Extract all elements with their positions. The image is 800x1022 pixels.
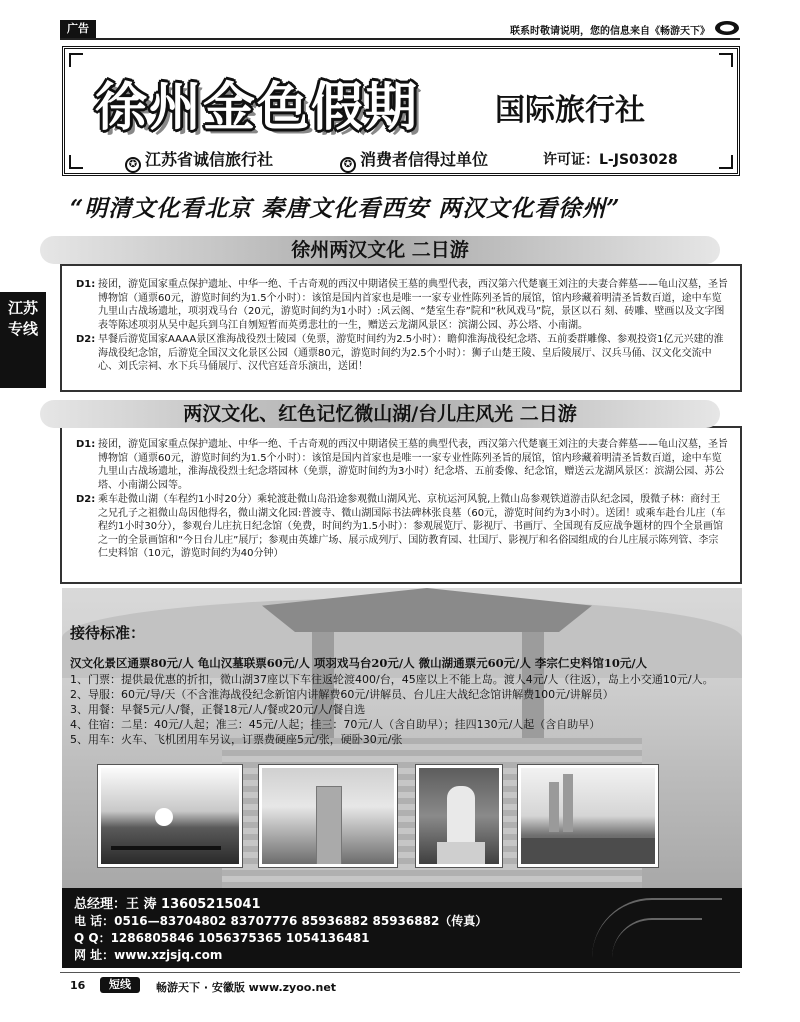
itinerary-day [76, 438, 728, 492]
contact-note: 联系时敬请说明，您的信息来自《畅游天下》 [510, 26, 710, 37]
photo-building [563, 774, 573, 832]
standard-text: 门票：提供最优惠的折扣，微山湖37座以下车往返轮渡400/台，45座以上不能上岛。渡人4元/人（往返），岛上小交通10元/人。 [88, 673, 714, 686]
standard-item [70, 717, 740, 732]
photo-city-lake [518, 765, 658, 867]
top-strip [60, 18, 740, 40]
side-section-tab [0, 292, 46, 388]
day-description: 接团，游览国家重点保护遗址、中华一绝、千古奇观的西汉中期诸侯王墓的典型代表，西汉第六代楚襄王刘注的夫妻合葬墓——龟山汉墓，圣旨博物馆（通票60元，游览时间约为1.5个小时）：该馆是国内首家也是唯一一家专业性陈列圣旨的展馆，馆内珍藏着明清圣旨数百道，途中车览九里山古战场遗址，淮海战役烈士纪念塔园林（免票，游览时间约为3小时）纪念塔、五前委像、纪念馆，赠送云龙湖风景区：滨湖公园、苏公塔、小南湖公园等。 [98, 439, 728, 491]
frame-corner [719, 53, 733, 67]
day-description: 乘车赴微山湖（车程约1小时20分）乘轮渡赴微山岛沿途参观微山湖风光、京杭运河风貌,上微山岛参观铁道游击队纪念园，殷微子林：商纣王之兄孔子之祖微山岛因他得名，微山湖文化园:普渡寺、微山湖国际书法碑林张良墓（60元，游览时间约为3小时）。送团！或乘车赴台儿庄（车程约1小时30分），参观台儿庄抗日纪念馆（免费，时间约为1.5小时）：参观展览厅、影视厅、书画厅、全国现有反应战争题材的四个全景画馆之一的全景画馆和“今日台儿庄”展厅；参观由英雄广场、展示成列厅、国防教育园、壮国厅、影视厅和名俗园组成的台儿庄展示陈列管、李宗仁史料馆（10元，游览时间约为40分钟） [98, 494, 726, 559]
credential-text: 消费者信得过单位 [360, 150, 489, 169]
star-badge-icon: ✪ [340, 157, 356, 173]
photo-sun [155, 808, 173, 826]
day-description: 早餐后游览国家AAAA景区淮海战役烈士陵园（免票，游览时间约为2.5小时）：瞻仰淮海战役纪念塔、五前委群雕像、参观投资1亿元兴建的淮海战役纪念馆，后游览全国汉文化景区公园（通票80元，游览时间约为2.5个小时）：狮子山楚王陵、皇后陵展厅、汉兵马俑、汉文化交流中心、刘氏宗祠、水下兵马俑展厅、汉代宫廷音乐演出，送团！ [98, 334, 724, 372]
ticket-prices: 汉文化景区通票80元/人 龟山汉墓联票60元/人 项羽戏马台20元/人 微山湖通票元60元/人 李宗仁史料馆10元/人 [70, 656, 648, 670]
agency-brand-name: 徐州金色假期 [95, 78, 420, 138]
reception-standards [70, 656, 740, 747]
standard-number: 2、 [70, 688, 88, 701]
itinerary-day [76, 493, 728, 561]
manager-contact: 总经理：王 涛 13605215041 [74, 897, 261, 912]
photo-statue [416, 765, 502, 867]
standard-text: 用餐：早餐5元/人/餐，正餐18元/人/餐或20元/人/餐自选 [88, 703, 366, 716]
tour-itinerary-box [60, 426, 742, 584]
standard-number: 1、 [70, 673, 88, 686]
ad-tag: 广告 [60, 20, 96, 38]
standard-text: 住宿：二星：40元/人起；准三：45元/人起；挂三：70元/人（含自助早）；挂四130元/人起（含自助早） [88, 718, 601, 731]
photo-water [521, 838, 658, 867]
magazine-logo-icon [714, 19, 740, 37]
agency-brand-subtitle: 国际旅行社 [495, 93, 645, 128]
day-label: D1: [76, 439, 96, 450]
credential-text: 江苏省诚信旅行社 [145, 150, 274, 169]
standard-number: 5、 [70, 733, 88, 746]
license-number: 许可证：L-JS03028 [543, 152, 678, 168]
side-tab-line: 专线 [7, 320, 38, 338]
frame-corner [69, 53, 83, 67]
credential-trusted-unit [340, 147, 488, 173]
standard-item [70, 732, 740, 747]
scene-pavilion-roof [262, 588, 592, 632]
itinerary-day [76, 278, 728, 332]
reception-heading: 接待标准： [70, 624, 146, 642]
day-label: D2: [76, 494, 96, 505]
standard-item [70, 687, 740, 702]
tour-title: 徐州两汉文化 二日游 [40, 236, 720, 264]
phone-numbers: 电 话：0516—83704802 83707776 85936882 85936882（传真） [74, 914, 488, 928]
page-footer [60, 972, 740, 996]
side-tab-line: 江苏 [7, 299, 38, 317]
photo-building [549, 782, 559, 832]
photo-statue-figure [447, 786, 475, 846]
standard-number: 4、 [70, 718, 88, 731]
photo-statue-base [437, 842, 485, 864]
itinerary-day [76, 333, 728, 374]
tour-itinerary-box [60, 264, 742, 392]
standard-number: 3、 [70, 703, 88, 716]
frame-corner [69, 155, 83, 169]
frame-corner [719, 155, 733, 169]
photo-monument [316, 786, 342, 866]
qq-numbers: Q Q：1286805846 1056375365 1054136481 [74, 931, 370, 945]
page-number: 16 [70, 979, 86, 992]
photo-lake-sunset [98, 765, 242, 867]
standard-item [70, 702, 740, 717]
section-tag: 短线 [100, 977, 140, 993]
tour-title: 两汉文化、红色记忆微山湖/台儿庄风光 二日游 [40, 400, 720, 428]
website: 网 址：www.xzjsjq.com [74, 948, 223, 962]
star-badge-icon: ✪ [125, 157, 141, 173]
publication-name: 畅游天下 · 安徽版 www.zyoo.net [156, 981, 337, 994]
agency-header [62, 46, 740, 176]
photo-pier [111, 846, 221, 850]
standard-item [70, 672, 740, 687]
day-label: D1: [76, 279, 96, 290]
standard-text: 导服：60元/导/天（不含淮海战役纪念新馆内讲解费60元/讲解员、台儿庄大战纪念馆讲解费100元/讲解员） [88, 688, 614, 701]
photo-memorial-tower [259, 765, 397, 867]
day-label: D2: [76, 334, 96, 345]
contact-info-box [62, 888, 742, 968]
slogan: “明清文化看北京 秦唐文化看西安 两汉文化看徐州” [70, 195, 621, 222]
standard-text: 用车：火车、飞机团用车另议，订票费硬座5元/张，硬卧30元/张 [88, 733, 403, 746]
day-description: 接团，游览国家重点保护遗址、中华一绝、千古奇观的西汉中期诸侯王墓的典型代表，西汉第六代楚襄王刘注的夫妻合葬墓——龟山汉墓，圣旨博物馆（通票60元，游览时间约为1.5个小时）：该馆是国内首家也是唯一一家专业性陈列圣旨的展馆，馆内珍藏着明清圣旨数百道，途中车览九里山古战场遗址，项羽戏马台（20元，游览时间约为1小时）:风云阁、“楚室生春”院和“秋风戏马”院，景区以石 刻、砖雕、壁画以及文字图表等陈述项羽从吴中起兵到乌江自刎短暂而英勇悲壮的一生，赠送云龙湖风景区：滨湖公园、苏公塔、小南湖。 [98, 279, 728, 331]
credential-honest-agency [125, 147, 273, 173]
